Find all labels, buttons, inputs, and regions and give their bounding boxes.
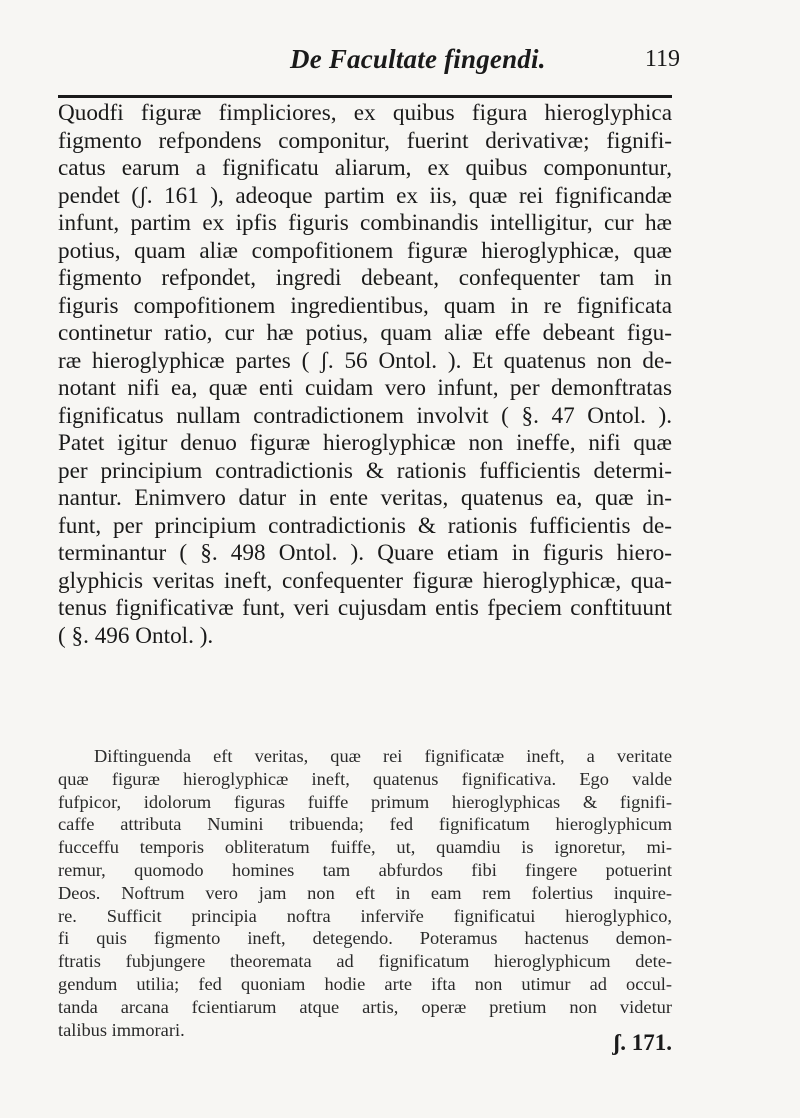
text-line: funt, per principium contradictionis & rationis fufficientis de- [58,512,672,539]
page-header [120,44,680,88]
text-line: ( §. 496 Ontol. ). [58,622,214,649]
text-line: notant nifi ea, quæ enti cuidam vero infunt, per demonftratas [58,375,672,401]
text-line: tenus fignificativæ funt, veri cujusdam entis fpeciem conftituunt [58,595,672,621]
text-line: pendet (ʃ. 161 ), adeoque partim ex iis, quæ rei fignificandæ [58,182,672,209]
note-line: caffe attributa Numini tribuenda; fed fignificatum hieroglyphicum [58,814,672,835]
note-line: ftratis fubjungere theoremata ad fignificatum hieroglyphicum dete- [58,951,672,972]
note-line: fi quis figmento ineft, detegendo. Poteramus hactenus demon- [58,928,672,949]
text-line: per principium contradictionis & rationis fufficientis determi- [58,457,672,484]
text-line: fignificatus nullam contradictionem involvit ( §. 47 Ontol. ). [58,402,672,429]
page-number: 119 [644,46,680,72]
text-line: figmento refpondet, ingredi debeant, confequenter tam in [58,265,672,291]
main-paragraph [58,100,672,650]
text-line: catus earum a fignificatu aliarum, ex quibus componuntur, [58,155,672,181]
text-line: terminantur ( §. 498 Ontol. ). Quare etiam in figuris hiero- [58,540,672,566]
header-rule [58,95,672,98]
text-line: continetur ratio, cur hæ potius, quam aliæ effe debeant figu- [58,320,672,346]
note-line: Diftinguenda eft veritas, quæ rei fignificatæ ineft, a veritate [94,746,672,766]
text-line: glyphicis veritas ineft, confequenter figuræ hieroglyphicæ, qua- [58,567,672,594]
text-line: Quodfi figuræ fimpliciores, ex quibus figura hieroglyphica [58,100,672,126]
catchword: ʃ. 171. [613,1030,672,1055]
text-line: figmento refpondens componitur, fuerint derivativæ; fignifi- [58,127,672,154]
text-line: nantur. Enimvero datur in ente veritas, quatenus ea, quæ in- [58,485,672,511]
note-line: fufpicor, idolorum figuras fuiffe primum hieroglyphicas & fignifi- [58,791,672,812]
note-line: gendum utilia; fed quoniam hodie arte ifta non utimur ad occul- [58,973,672,994]
note-line: Deos. Noftrum vero jam non eft in eam rem folertius inquire- [58,882,672,903]
note-line: re. Sufficit principia noftra inferviře fignificatui hieroglyphico, [58,905,672,926]
note-line: quæ figuræ hieroglyphicæ ineft, quatenus fignificativa. Ego valde [58,768,672,789]
text-line: figuris compofitionem ingredientibus, quam in re fignificata [58,292,672,319]
text-line: infunt, partim ex ipfis figuris combinandis intelligitur, cur hæ [58,210,672,236]
note-line: remur, quomodo homines tam abfurdos fibi fingere potuerint [58,859,672,880]
note-line: talibus immorari. [58,1019,185,1040]
running-title: De Facultate fingendi. [290,44,546,74]
text-line: Patet igitur denuo figuræ hieroglyphicæ non ineffe, nifi quæ [58,430,672,456]
text-line: ræ hieroglyphicæ partes ( ʃ. 56 Ontol. ). Et quatenus non de- [58,347,672,374]
note-paragraph [58,745,672,1041]
note-line: tanda arcana fcientiarum atque artis, operæ pretium non videtur [58,996,672,1017]
text-line: potius, quam aliæ compofitionem figuræ hieroglyphicæ, quæ [58,237,672,264]
note-line: fucceffu temporis obliteratum fuiffe, ut, quamdiu is ignoretur, mi- [58,837,672,858]
